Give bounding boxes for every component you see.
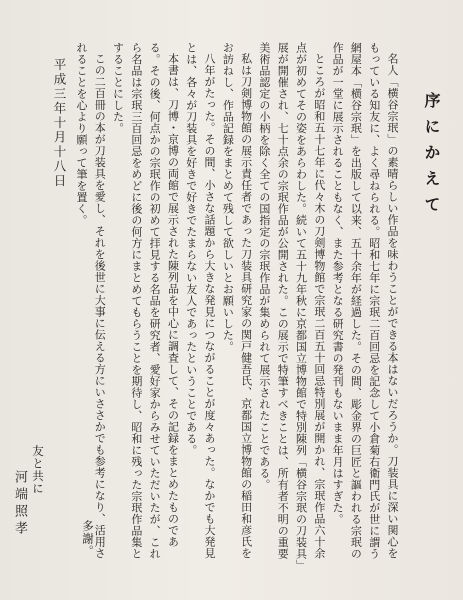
page-title: 序にかえて [422, 92, 441, 222]
paragraph: 本書は、刀博・京博の両館で展示された陳列品を中心に調査して、その記録をまとめたものである。その後、何点かの宗珉作の初めて拝見する名品を研究者、愛好家からみせていただいたが、これら名品は宗珉三百回忌をめどに後の何方にまとめてもらうことを期待し、昭和に残った宗珉作品集とすることにした。 [111, 42, 180, 560]
paragraph: 名人「横谷宗珉」の素晴らしい作品を味わうことができる本はないだろうか。刀装具に深い関心をもっている知友に、よく尋ねられる。昭和七年に宗珉二百回忌を記念して小倉菊右衛門氏が世に謂う網屋本「横谷宗珉」を出版して以来、五十余年が経過した。その間、彫金界の巨匠と謳われる宗珉の作品が一堂に展示されることもなく、また参考となる研究書の発刊もないまま年月はすぎた。 [331, 42, 399, 560]
paragraph: ところが昭和五十七年に代々木の刀剣博物館で宗珉二百五十回忌特別展が開かれ、宗珉作品六十余点が初めてその姿をあらわした。続いて五十九年秋に京都国立博物館で特別陳列「横谷宗珉の刀装具」展が開催され、七十点余の宗珉作品が公開された。この展示で特筆すべきことは、所有者不明の重要美術品認定の小柄を除く全ての国指定の宗珉作品が集められて展示されたことである。 [257, 42, 326, 566]
thanks-note: 多謝。 [81, 520, 95, 558]
signoff-line: 友と共に [31, 445, 45, 495]
date-line: 平成三年十月十八日 [52, 58, 67, 189]
author-name: 河端照孝 [12, 470, 27, 538]
paragraph: 私は刀剣博物館の展示責任者であった刀装具研究家の関戸健吾氏、京都国立博物館の稲田和彦氏をお訪ねし、作品記録をまとめて残して欲しいとお願いした。 [221, 42, 253, 559]
paragraph: この二百冊の本が刀装具を愛し、それを後世に大事に伝える方にいささかでも参考になり、活用されることを心より願って筆を置く。 [74, 42, 107, 559]
preface-body [72, 42, 401, 567]
paragraph: 八年がたった。その間、小さな話題から大きな発見につながることが度々あった。なかでも大発見とは、各々が刀装具を好きで好きでたまらない友人であったということである。 [184, 42, 217, 559]
